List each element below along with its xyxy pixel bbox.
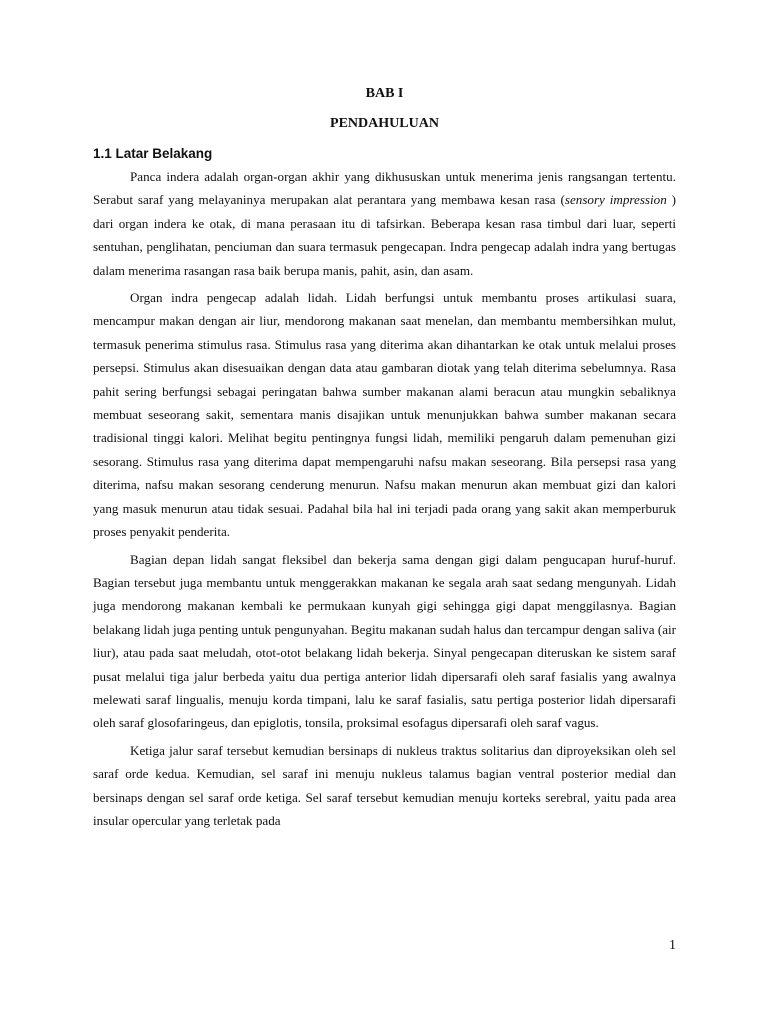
paragraph-1-italic-term: sensory impression [564,192,667,208]
section-heading: 1.1 Latar Belakang [93,146,213,161]
chapter-number: BAB I [365,86,404,101]
paragraph-1-text-start: Panca indera adalah organ-organ akhir yang dikhususkan untuk menerima jenis rangsangan tertentu. Serabut saraf yang melayaninya merupakan alat perantara yang membawa kesan rasa ( [93,169,676,208]
paragraph-4: Ketiga jalur saraf tersebut kemudian bersinaps di nukleus traktus solitarius dan diproyeksikan oleh sel saraf orde kedua. Kemudian, sel saraf ini menuju nukleus talamus bagian ventral posterior medial dan bersinaps dengan sel saraf orde ketiga. Sel saraf tersebut kemudian menuju korteks serebral, yaitu pada area insular opercular yang terletak pada [93,742,676,828]
paragraph-1 [93,165,676,282]
chapter-title: PENDAHULUAN [330,116,439,131]
paragraph-3: Bagian depan lidah sangat fleksibel dan bekerja sama dengan gigi dalam pengucapan huruf-huruf. Bagian tersebut juga membantu untuk menggerakkan makanan ke segala arah saat sedang mengunyah. Lidah juga mendorong makanan kembali ke permukaan kunyah gigi sehingga gigi dapat menggilasnya. Bagian belakang lidah juga penting untuk pengunyahan. Begitu makanan sudah halus dan tercampur dengan saliva (air liur), atau pada saat meludah, otot-otot belakang lidah bekerja. Sinyal pengecapan diteruskan ke sistem saraf pusat melalui tiga jalur berbeda yaitu dua pertiga anterior lidah dipersarafi oleh saraf fasialis yang awalnya melewati saraf lingualis, menuju korda timpani, lalu ke saraf fasialis, satu pertiga posterior lidah dipersarafi oleh saraf glosofaringeus, dan epiglotis, tonsila, proksimal esofagus dipersarafi oleh saraf vagus. [93,551,676,731]
paragraph-2: Organ indra pengecap adalah lidah. Lidah berfungsi untuk membantu proses artikulasi suara, mencampur makan dengan air liur, mendorong makanan saat menelan, dan membantu membersihkan mulut, termasuk penerima stimulus rasa. Stimulus rasa yang diterima akan dihantarkan ke otak untuk melalui proses persepsi. Stimulus akan disesuaikan dengan data atau gambaran diotak yang telah diterima sebelumnya. Rasa pahit sering berfungsi sebagai peringatan bahwa sumber makanan alami beracun atau mungkin sebaliknya membuat seseorang sakit, sementara manis disajikan untuk menunjukkan bahwa sumber makanan secara tradisional tinggi kalori. Melihat begitu pentingnya fungsi lidah, memiliki pengaruh dalam pemenuhan gizi sesorang. Stimulus rasa yang diterima dapat mempengaruhi nafsu makan seseorang. Bila persepsi rasa yang diterima, nafsu makan sesorang cenderung menurun. Nafsu makan menurun akan membuat gizi dan kalori yang masuk menurun atau tidak sesuai. Padahal bila hal ini terjadi pada orang yang sakit akan memperburuk proses penyakit penderita. [93,290,676,540]
paragraph-1-text-end: ) dari organ indera ke otak, di mana perasaan itu di tafsirkan. Beberapa kesan rasa timbul dari luar, seperti sentuhan, penglihatan, penciuman dan suara termasuk pengecapan. Indra pengecap adalah indra yang bertugas dalam menerima rasangan rasa baik berupa manis, pahit, asin, dan asam. [93,192,677,278]
page-number: 1 [669,938,676,953]
